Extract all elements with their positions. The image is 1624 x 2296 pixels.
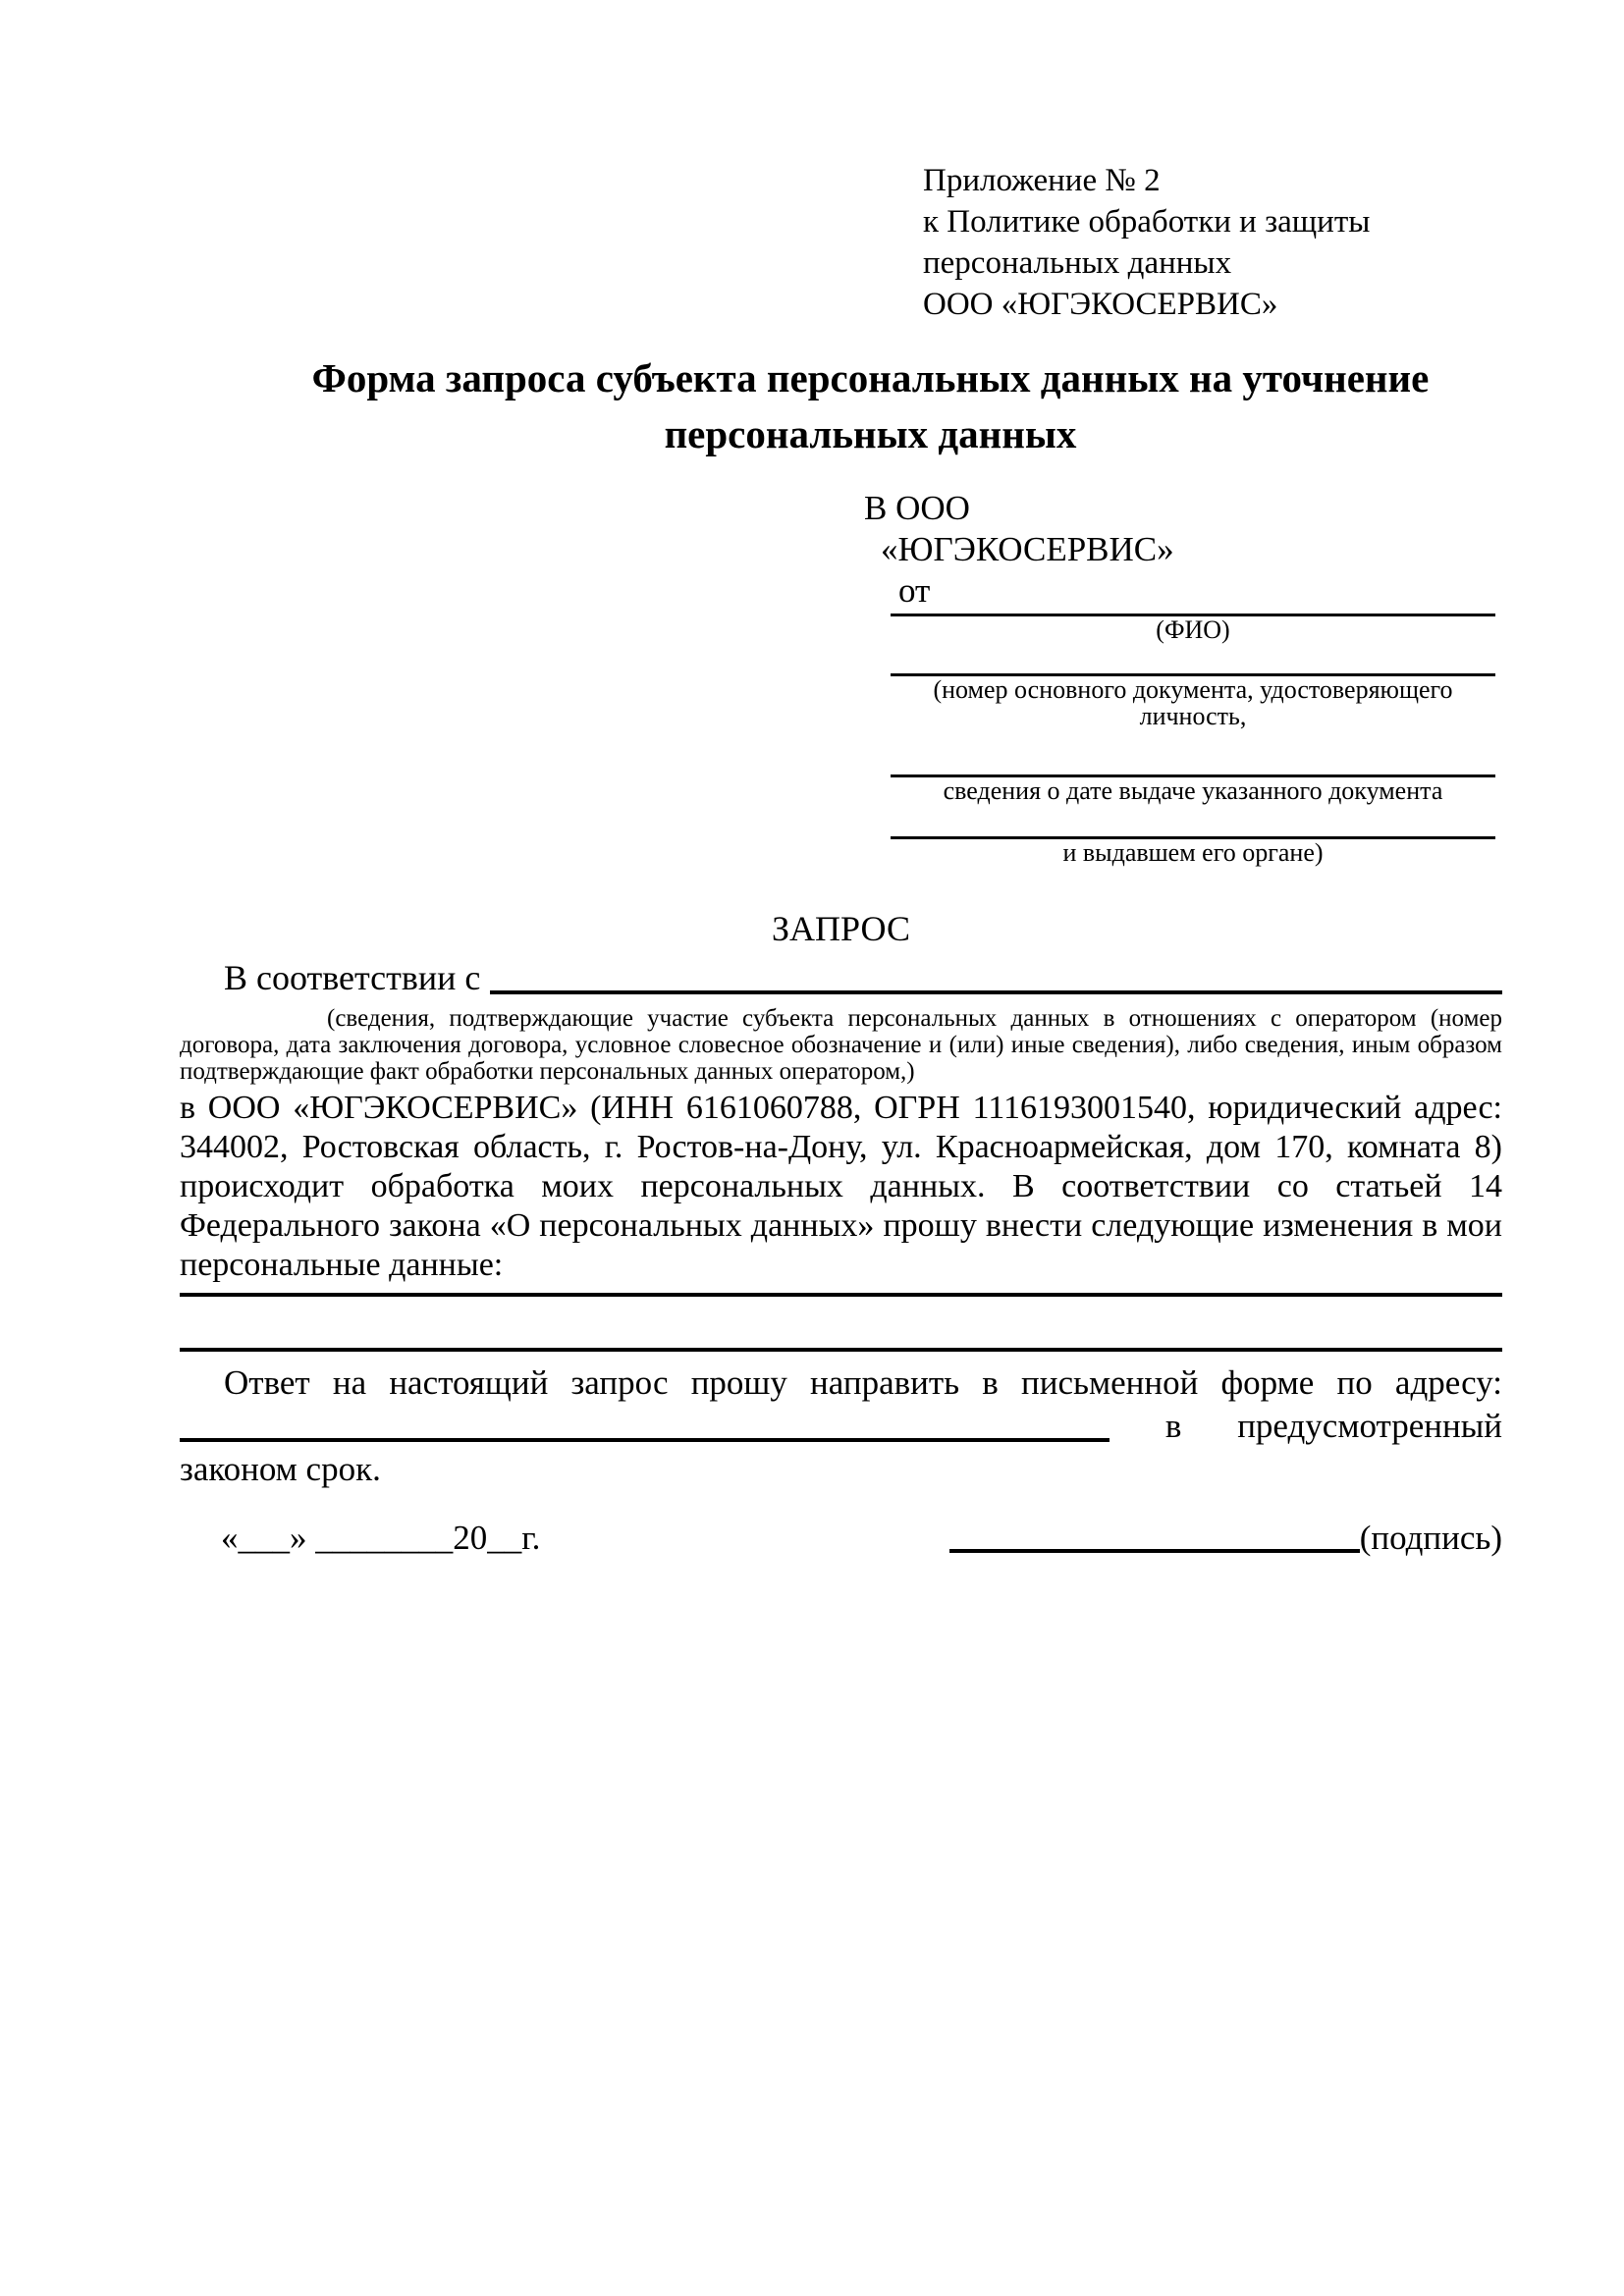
signature-blank-line (949, 1549, 1360, 1553)
identity-fields (891, 612, 1495, 866)
according-row (180, 956, 1502, 999)
signature-group (949, 1515, 1502, 1562)
address-blank-line (180, 1438, 1110, 1442)
addressee-to: В ООО (864, 489, 970, 527)
issuer-blank-line (891, 804, 1495, 839)
appendix-policy: к Политике обработки и защиты персональных данных (923, 204, 1371, 281)
issuer-caption: и выдавшем его органе) (1062, 838, 1324, 867)
answer-paragraph-closing: законом срок. (180, 1450, 381, 1488)
request-heading: ЗАПРОС (772, 909, 910, 948)
answer-word-v: в (1164, 1407, 1182, 1445)
appendix-company: ООО «ЮГЭКОСЕРВИС» (923, 287, 1278, 322)
issue-date-blank-line (891, 729, 1495, 777)
document-title: Форма запроса субъекта персональных данных на уточнение персональных данных (311, 355, 1430, 456)
according-blank-line (490, 990, 1502, 994)
issue-date-caption: сведения о дате выдаче указанного документа (943, 776, 1443, 805)
doc-number-blank-line (891, 643, 1495, 676)
addressee-from: от (898, 571, 931, 610)
according-label: В соответствии с (224, 958, 481, 997)
signature-row (180, 1515, 1502, 1562)
answer-paragraph-line2 (180, 1405, 1502, 1448)
changes-blank-line-1 (180, 1285, 1502, 1297)
changes-blank-line-2 (180, 1297, 1502, 1352)
fine-print-note: (сведения, подтверждающие участие субъекта персональных данных в отношениях с оператором (номер договора, дата заключения договора, условное словесное обозначение и (или) иные сведения), либо сведения, иным образом подтверждающие факт обработки персональных данных оператором,) (180, 1005, 1502, 1085)
doc-number-caption: (номер основного документа, удостоверяющего личность, (933, 675, 1453, 730)
date-blank-text: «___» ________20__г. (221, 1519, 541, 1557)
addressee-company: «ЮГЭКОСЕРВИС» (881, 530, 1174, 568)
fio-caption: (ФИО) (1156, 615, 1230, 644)
answer-paragraph-line1: Ответ на настоящий запрос прошу направить в письменной форме по адресу: (224, 1363, 1502, 1402)
document-content (180, 0, 1502, 1562)
request-body-paragraph: в ООО «ЮГЭКОСЕРВИС» (ИНН 6161060788, ОГРН 1116193001540, юридический адрес: 344002, Ростовская область, г. Ростов-на-Дону, ул. Красноармейская, дом 170, комната 8) происходит обработка моих персональных данных. В соответствии со статьей 14 Федерального закона «О персональных данных» прошу внести следующие изменения в мои персональные данные: (180, 1090, 1502, 1283)
signature-caption: (подпись) (1359, 1519, 1502, 1557)
addressee-block (864, 488, 1502, 612)
appendix-number: Приложение № 2 (923, 163, 1161, 198)
answer-word-term: предусмотренный (1237, 1407, 1502, 1445)
appendix-header (923, 160, 1512, 325)
